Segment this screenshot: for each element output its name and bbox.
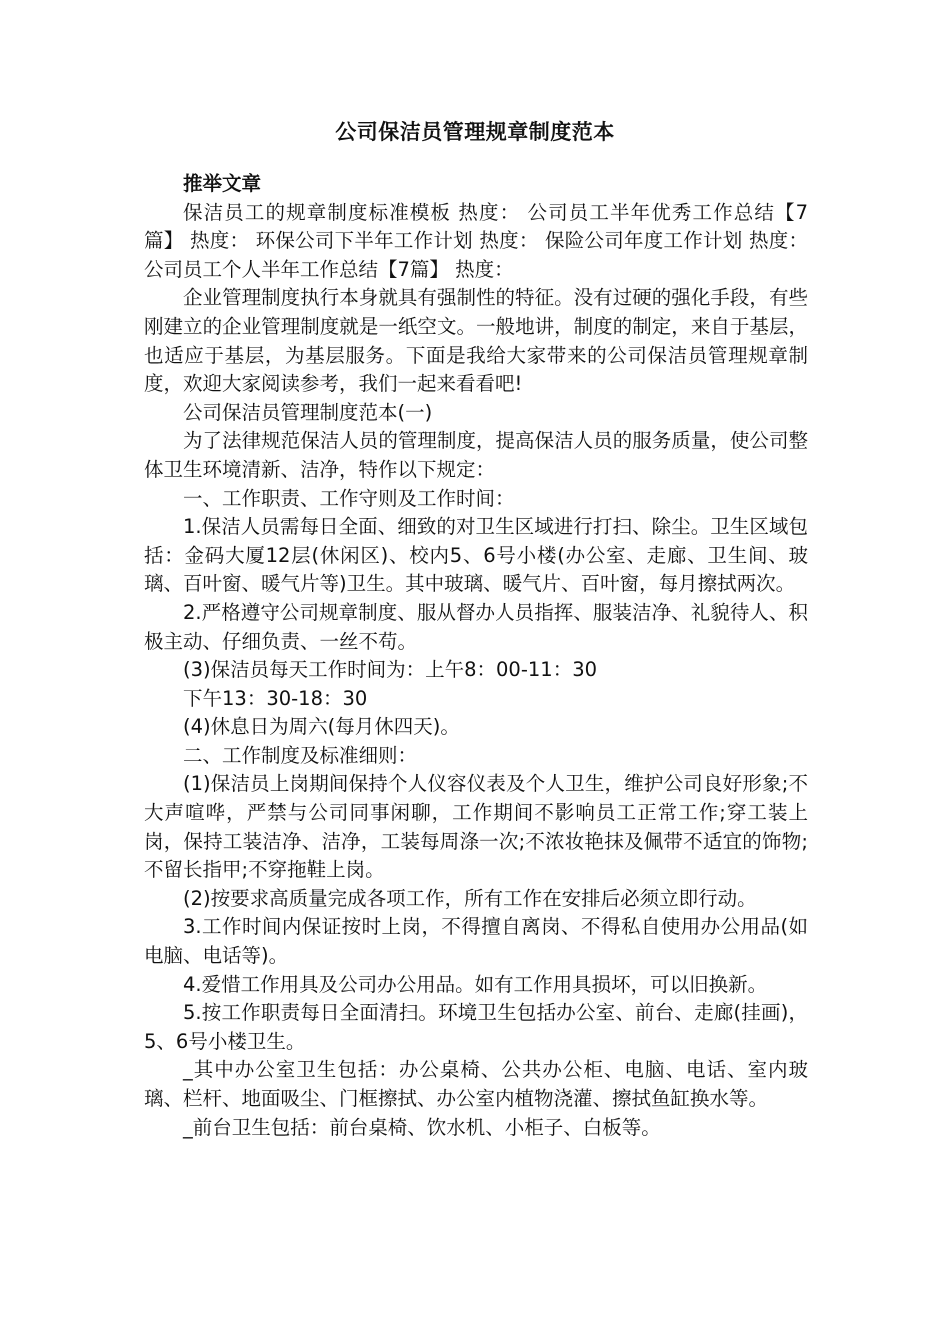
rule-item-2: 2.严格遵守公司规章制度、服从督办人员指挥、服装洁净、礼貌待人、积极主动、仔细负责、一丝不苟。 — [144, 600, 808, 653]
section-title-paragraph: 公司保洁员管理制度范本(一) — [183, 400, 433, 424]
recommended-heading: 推举文章 — [183, 172, 262, 195]
rule-item-1: 1.保洁人员需每日全面、细致的对卫生区域进行打扫、除尘。卫生区域包括：金码大厦12层(休闲区)、校内5、6号小楼(办公室、走廊、卫生间、玻璃、百叶窗、暖气片等)卫生。其中玻璃、暖气片、百叶窗，每月擦拭两次。 — [144, 515, 808, 596]
standard-item-2: (2)按要求高质量完成各项工作，所有工作在安排后必须立即行动。 — [183, 886, 757, 910]
standard-item-1: (1)保洁员上岗期间保持个人仪容仪表及个人卫生，维护公司良好形象;不大声喧哗，严禁与公司同事闲聊，工作期间不影响员工正常工作;穿工装上岗，保持工装洁净、洁净，工装每周涤一次;不浓妆艳抹及佩带不适宜的饰物;不留长指甲;不穿拖鞋上岗。 — [144, 772, 808, 882]
purpose-paragraph: 为了法律规范保洁人员的管理制度，提高保洁人员的服务质量，使公司整体卫生环境清新、洁净，特作以下规定： — [144, 429, 808, 481]
rule-item-4: (4)休息日为周六(每月休四天)。 — [183, 715, 460, 739]
front-desk-cleaning-paragraph: _前台卫生包括：前台桌椅、饮水机、小柜子、白板等。 — [183, 1115, 661, 1139]
section-two-heading: 二、工作制度及标准细则： — [183, 743, 418, 767]
recommended-articles-paragraph: 保洁员工的规章制度标准模板 热度： 公司员工半年优秀工作总结【7篇】 热度： 环保公司下半年工作计划 热度： 保险公司年度工作计划 热度： 公司员工个人半年工作总结【7篇】 热度： — [144, 200, 808, 281]
standard-item-4: 4.爱惜工作用具及公司办公用品。如有工作用具损坏，可以旧换新。 — [183, 972, 768, 996]
section-one-heading: 一、工作职责、工作守则及工作时间： — [183, 486, 515, 510]
standard-item-5: 5.按工作职责每日全面清扫。环境卫生包括办公室、前台、走廊(挂画)，5、6号小楼卫生。 — [144, 1001, 808, 1053]
intro-paragraph: 企业管理制度执行本身就具有强制性的特征。没有过硬的强化手段，有些刚建立的企业管理制度就是一纸空文。一般地讲，制度的制定，来自于基层，也适应于基层，为基层服务。下面是我给大家带来的公司保洁员管理规章制度，欢迎大家阅读参考，我们一起来看看吧! — [144, 286, 808, 396]
rule-item-3-afternoon: 下午13：30-18：30 — [183, 686, 368, 710]
document-body — [144, 170, 808, 1142]
rule-item-3: (3)保洁员每天工作时间为：上午8：00-11：30 — [183, 658, 598, 682]
document-title: 公司保洁员管理规章制度范本 — [335, 120, 615, 144]
standard-item-3: 3.工作时间内保证按时上岗，不得擅自离岗、不得私自使用办公用品(如电脑、电话等)。 — [144, 915, 808, 968]
office-cleaning-paragraph: _其中办公室卫生包括：办公桌椅、公共办公柜、电脑、电话、室内玻璃、栏杆、地面吸尘、门框擦拭、办公室内植物浇灌、擦拭鱼缸换水等。 — [144, 1058, 808, 1110]
